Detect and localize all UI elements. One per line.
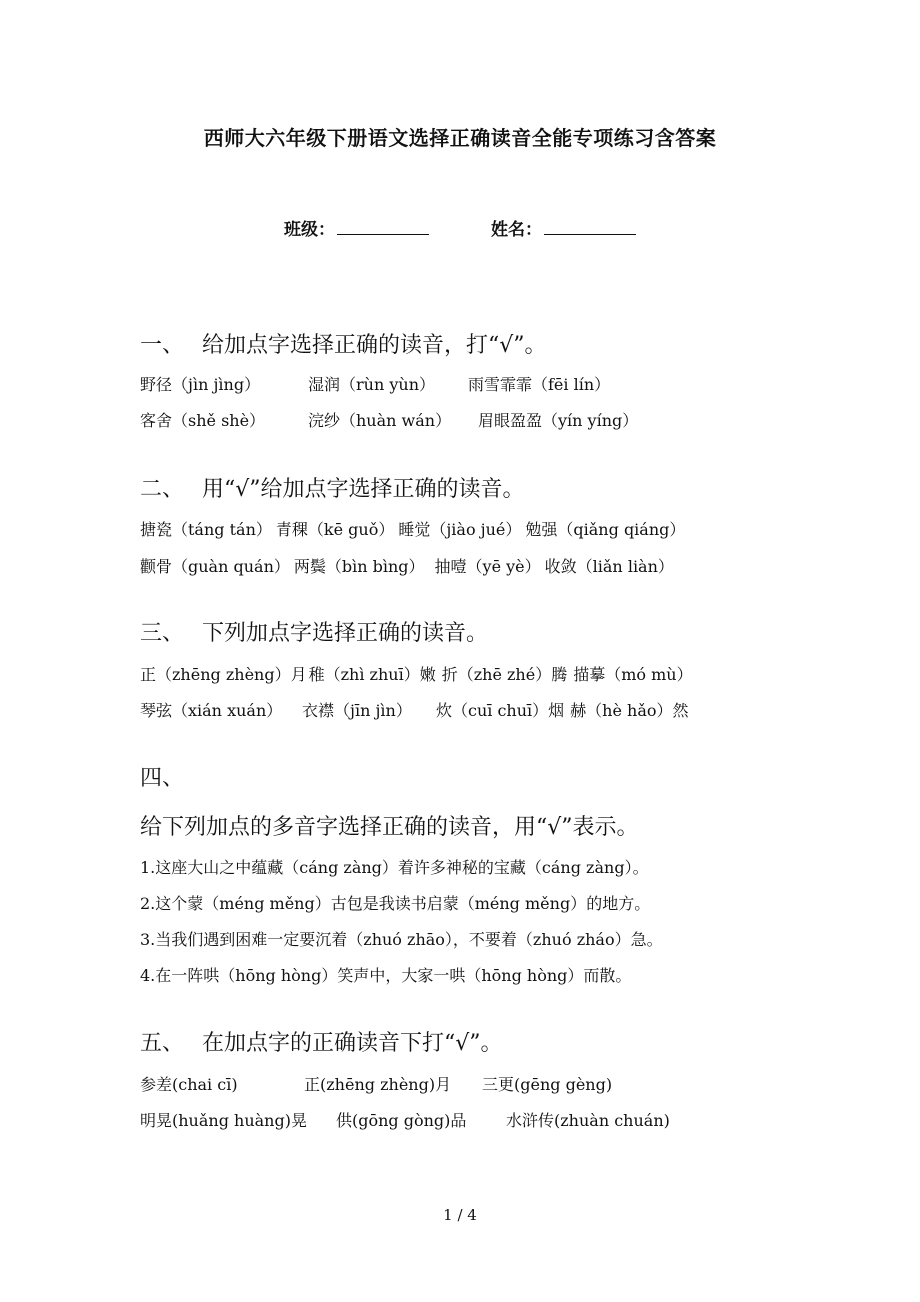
class-blank[interactable] (337, 220, 429, 235)
item: 供(gōng gòng)品 (336, 1111, 467, 1130)
section-number: 五、 (140, 1031, 185, 1056)
item: 正(zhēng zhèng)月 (304, 1075, 452, 1094)
item: 三更(gēng gèng) (482, 1075, 613, 1094)
item: 雨雪霏霏（fēi lín） (468, 375, 611, 394)
section-1-line-1 (140, 372, 614, 395)
section-4-line-1: 1.这座大山之中蕴藏（cáng zàng）着许多神秘的宝藏（cáng zàng）。 (140, 858, 649, 877)
item: 搪瓷（táng tán） (140, 520, 272, 539)
name-field (491, 215, 636, 240)
item: 赫（hè hǎo）然 (570, 701, 689, 720)
page-title: 西师大六年级下册语文选择正确读音全能专项练习含答案 (203, 126, 717, 150)
section-3-line-1 (140, 662, 697, 685)
section-3-heading (140, 616, 488, 647)
section-number: 一、 (140, 333, 185, 358)
section-5-line-1 (140, 1072, 616, 1095)
section-heading-text: 在加点字的正确读音下打“√”。 (202, 1031, 503, 1056)
page-number: 1 / 4 (443, 1206, 477, 1224)
section-4-number: 四、 (140, 766, 185, 791)
item: 抽噎（yē yè） (434, 557, 541, 576)
section-3-line-2 (140, 698, 693, 721)
item: 湿润（rùn yùn） (308, 375, 435, 394)
student-info (0, 215, 920, 240)
section-5-heading (140, 1026, 503, 1057)
item: 青稞（kē guǒ） (275, 520, 395, 539)
item: 炊（cuī chuī）烟 (436, 701, 565, 720)
item: 描摹（mó mù） (573, 665, 693, 684)
item: 客舍（shě shè） (140, 411, 266, 430)
item: 明晃(huǎng huàng)晃 (140, 1111, 307, 1130)
section-1-heading (140, 328, 547, 359)
section-4-line-4: 4.在一阵哄（hōng hòng）笑声中，大家一哄（hōng hòng）而散。 (140, 966, 632, 985)
section-heading-text: 下列加点字选择正确的读音。 (202, 621, 489, 646)
section-2-line-1 (140, 517, 689, 540)
section-number: 三、 (140, 621, 185, 646)
section-2-line-2 (140, 554, 678, 577)
item: 稚（zhì zhuī）嫩 (308, 665, 436, 684)
item: 折（zhē zhé）腾 (441, 665, 568, 684)
section-4-line-2: 2.这个蒙（méng měng）古包是我读书启蒙（méng měng）的地方。 (140, 894, 651, 913)
item: 收敛（liǎn liàn） (544, 557, 674, 576)
item: 勉强（qiǎng qiáng） (525, 520, 686, 539)
section-1-line-2 (140, 408, 642, 431)
item: 正（zhēng zhèng）月 (140, 665, 307, 684)
item: 野径（jìn jìng） (140, 375, 261, 394)
item: 两鬓（bìn bìng） (293, 557, 425, 576)
name-blank[interactable] (544, 220, 636, 235)
section-2-heading (140, 472, 525, 503)
class-field (284, 215, 429, 240)
name-label: 姓名： (490, 220, 542, 240)
item: 琴弦（xián xuán） (140, 701, 283, 720)
item: 参差(chai cī) (140, 1075, 238, 1094)
item: 眉眼盈盈（yín yíng） (478, 411, 639, 430)
section-heading-text: 用“√”给加点字选择正确的读音。 (202, 477, 525, 502)
section-4-line-3: 3.当我们遇到困难一定要沉着（zhuó zhāo），不要着（zhuó zháo）急。 (140, 930, 663, 949)
item: 浣纱（huàn wán） (308, 411, 452, 430)
section-number: 二、 (140, 477, 185, 502)
item: 颧骨（guàn quán） (140, 557, 290, 576)
section-4-heading: 给下列加点的多音字选择正确的读音，用“√”表示。 (140, 815, 639, 840)
class-label: 班级： (284, 220, 336, 240)
item: 水浒传(zhuàn chuán) (506, 1111, 670, 1130)
item: 睡觉（jiào jué） (398, 520, 522, 539)
section-heading-text: 给加点字选择正确的读音，打“√”。 (202, 333, 547, 358)
item: 衣襟（jīn jìn） (302, 701, 412, 720)
section-5-line-2 (140, 1108, 674, 1131)
